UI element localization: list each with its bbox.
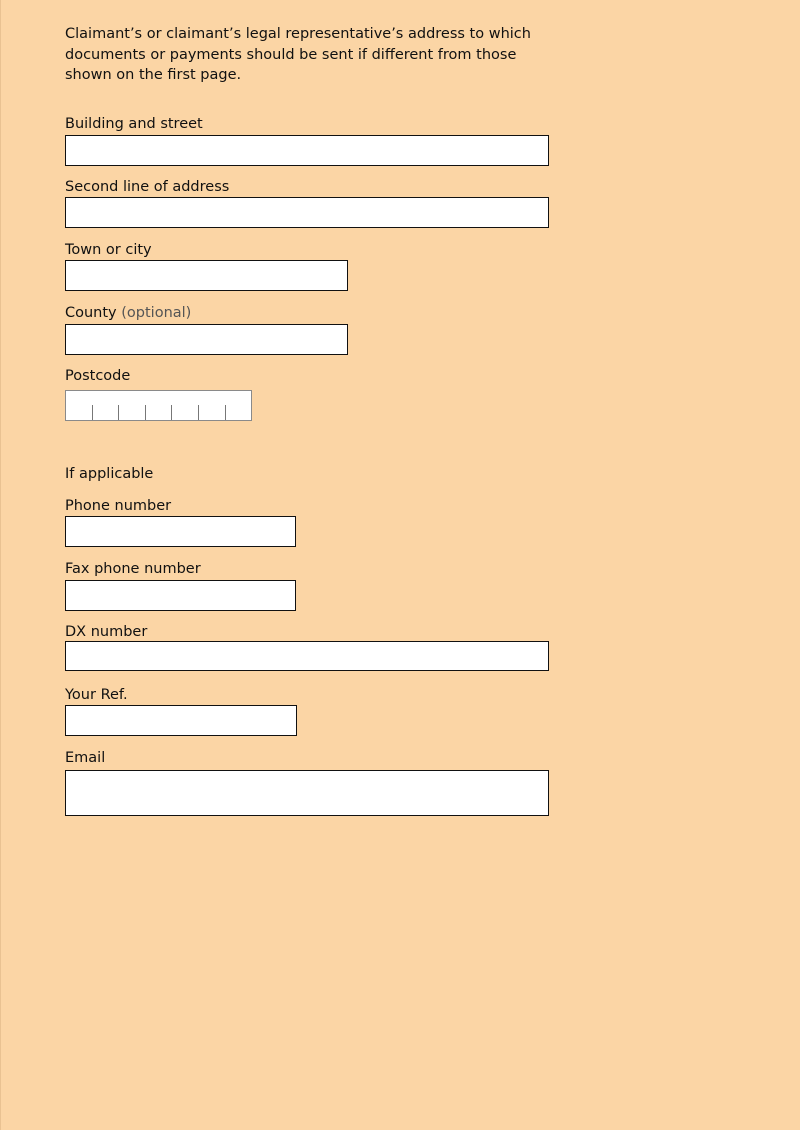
if-applicable-heading: If applicable — [65, 466, 154, 482]
county-input[interactable] — [65, 324, 348, 355]
fax-number-input[interactable] — [65, 580, 296, 611]
county-label-text: County — [65, 305, 117, 321]
postcode-label: Postcode — [65, 368, 131, 384]
second-line-input[interactable] — [65, 197, 549, 228]
your-ref-label: Your Ref. — [65, 687, 128, 703]
your-ref-input[interactable] — [65, 705, 297, 736]
postcode-divider — [118, 405, 119, 420]
county-label — [65, 304, 191, 322]
postcode-divider — [145, 405, 146, 420]
page-edge — [0, 0, 1, 1130]
town-city-input[interactable] — [65, 260, 348, 291]
building-street-input[interactable] — [65, 135, 549, 166]
postcode-input[interactable] — [65, 390, 252, 421]
dx-number-label: DX number — [65, 624, 148, 640]
postcode-divider — [92, 405, 93, 420]
postcode-divider — [225, 405, 226, 420]
postcode-divider — [171, 405, 172, 420]
phone-number-input[interactable] — [65, 516, 296, 547]
town-city-label: Town or city — [65, 242, 152, 258]
phone-number-label: Phone number — [65, 498, 172, 514]
email-label: Email — [65, 750, 106, 766]
building-street-label: Building and street — [65, 116, 203, 132]
second-line-label: Second line of address — [65, 179, 230, 195]
dx-number-input[interactable] — [65, 641, 549, 671]
address-instructions: Claimant’s or claimant’s legal representative’s address to which documents or payments should be sent if different from those shown on the first page. — [65, 26, 531, 83]
fax-number-label: Fax phone number — [65, 561, 201, 577]
postcode-divider — [198, 405, 199, 420]
email-input[interactable] — [65, 770, 549, 816]
optional-hint: (optional) — [121, 305, 192, 321]
